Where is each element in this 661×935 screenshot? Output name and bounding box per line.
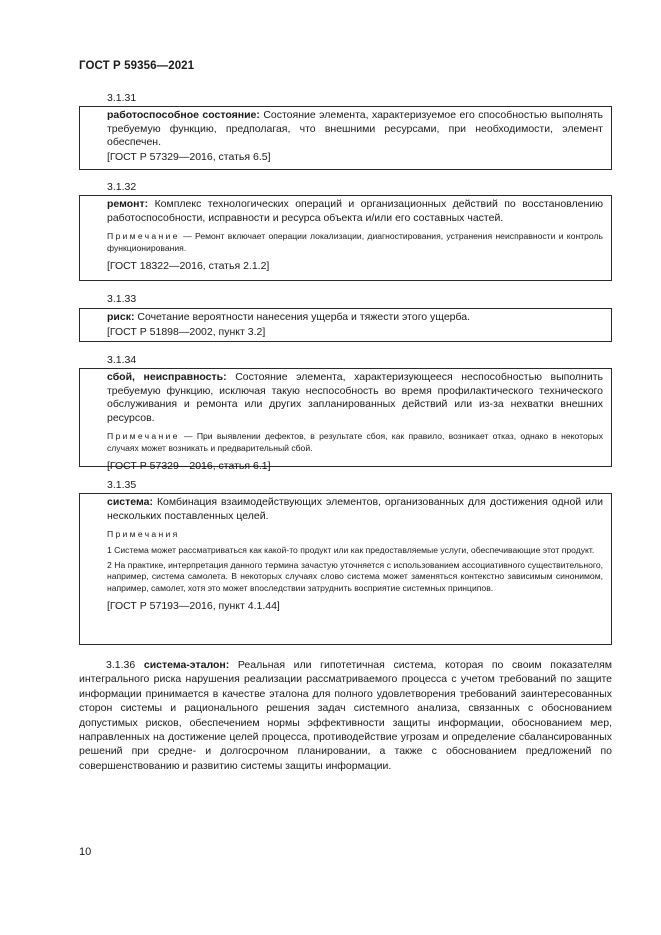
note-label: Примечание <box>107 231 180 242</box>
term: сбой, неисправность: <box>107 371 227 383</box>
definition: сбой, неисправность: Состояние элемента, характеризующееся неспособностью выполнить требуемую функцию, исключая такую неспособность во время профилактического технического обслуживания и ремонта или других запланированных действий или из-за нехватки внешних ресурсов. <box>107 371 604 424</box>
term: ремонт: <box>107 198 149 210</box>
definition: работоспособное состояние: Состояние элемента, характеризуемое его способностью выполнять требуемую функцию, предполагая, что внешними ресурсами, при необходимости, элемент обеспечен. <box>107 109 604 149</box>
term: риск: <box>107 311 135 323</box>
term-box <box>79 195 612 281</box>
reference: [ГОСТ Р 51898—2002, пункт 3.2] <box>107 325 266 338</box>
note: Примечание — При выявлении дефектов, в результате сбоя, как правило, возникает отказ, однако в некоторых случаях может возникать и предварительный сбой. <box>107 431 604 453</box>
note-1: 1 Система может рассматриваться как какой-то продукт или как предоставляемые услуги, обеспечивающие этот продукт. <box>107 544 595 555</box>
term-box <box>79 493 612 645</box>
note-2: 2 На практике, интерпретация данного термина зачастую уточняется с использованием ассоциативного существительного, например, система самолета. В некоторых случаях слово система может заменяться контекстно зависимым синонимом, например, самолет, хотя это может впоследствии затруднить восприятие системных принципов. <box>107 560 603 593</box>
entry-number: 3.1.32 <box>107 181 137 193</box>
notes-label: Примечания <box>107 529 180 540</box>
definition-text: Реальная или гипотетичная система, которая по своим показателям интегрального риска нарушения реализации рассматриваемого процесса с учетом требований по защите информации принимается в качестве эталона для полного удовлетворения требований заинтересованных сторон системы и рационального решения задач системного анализа, связанных с обоснованием допустимых рисков, обеспечением нормы эффективности защиты информации, обоснованием мер, направленных на достижение целей процесса, противодействие угрозам и определение сбалансированных решений при средне- и долгосрочном планировании, а также с обоснованием предложений по совершенствованию и развитию системы защиты информации. <box>79 659 612 772</box>
reference: [ГОСТ Р 57329—2016, статья 6.5] <box>107 150 271 163</box>
definition: ремонт: Комплекс технологических операций и организационных действий по восстановлению работоспособности, исправности и ресурса объекта и/или его составных частей. <box>107 198 604 224</box>
document-id: ГОСТ Р 59356—2021 <box>79 60 195 72</box>
note-label: Примечание <box>107 431 180 442</box>
reference: [ГОСТ Р 57193—2016, пункт 4.1.44] <box>107 600 280 613</box>
page-number: 10 <box>79 846 92 858</box>
term-box <box>79 308 612 342</box>
entry-number: 3.1.34 <box>107 354 137 366</box>
entry-number: 3.1.31 <box>107 92 137 104</box>
note: Примечание — Ремонт включает операции локализации, диагностирования, устранения неисправности и контроль функционирования. <box>107 231 603 253</box>
entry-number: 3.1.36 <box>106 659 136 671</box>
term-box <box>79 106 612 170</box>
final-definition <box>79 658 612 773</box>
entry-number: 3.1.35 <box>107 479 137 491</box>
reference: [ГОСТ 18322—2016, статья 2.1.2] <box>107 260 270 272</box>
definition: система: Комбинация взаимодействующих элементов, организованных для достижения одной или нескольких поставленных целей. <box>107 496 603 522</box>
term: работоспособное состояние: <box>107 109 260 121</box>
entry-number: 3.1.33 <box>107 293 137 305</box>
reference: [ГОСТ Р 57329—2016, статья 6.1] <box>107 460 271 473</box>
term-box <box>79 368 612 473</box>
term: система: <box>107 496 153 508</box>
definition: риск: Сочетание вероятности нанесения ущерба и тяжести этого ущерба. <box>107 311 471 323</box>
term: система-эталон: <box>143 659 230 671</box>
